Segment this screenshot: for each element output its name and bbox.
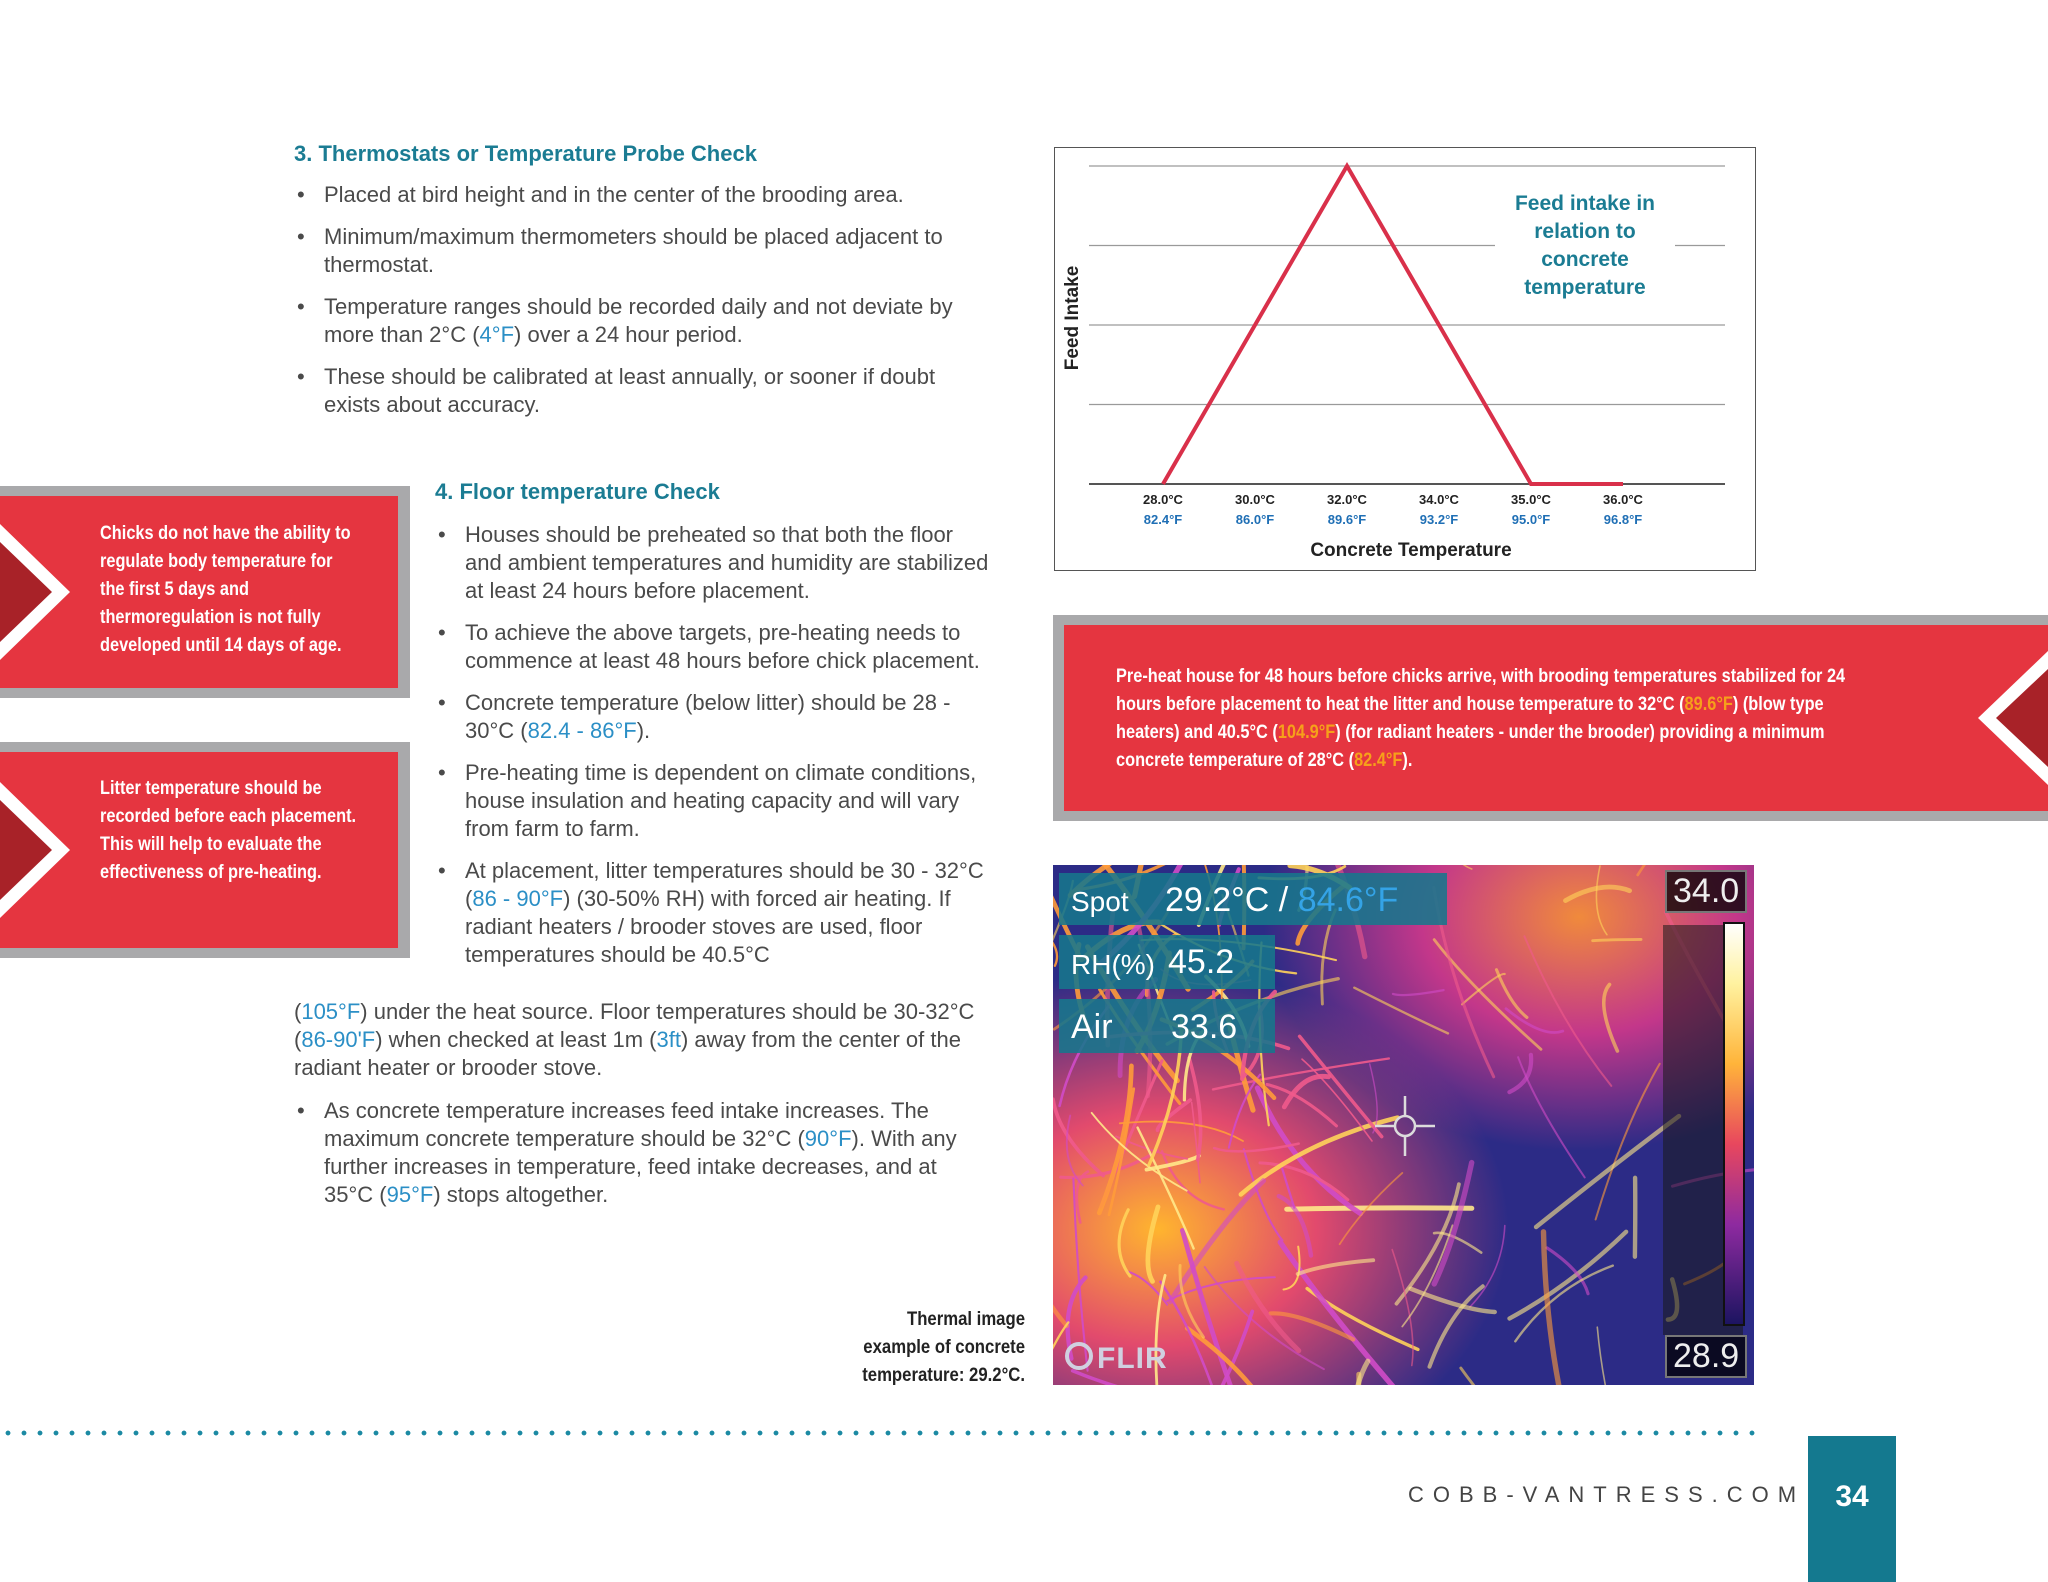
page-number-tab: [1808, 1436, 1896, 1582]
chart-tick-label-f: 86.0°F: [1235, 512, 1275, 527]
chart-tick-label-c: 36.0°C: [1603, 492, 1643, 507]
highlight-value: 82.4 - 86°F: [527, 718, 637, 743]
callout-litter-text: Litter temperature should be recorded before each placement. This will help to evaluate the effectiveness of pre-heating.: [100, 778, 357, 883]
highlight-value: 105°F: [301, 999, 361, 1024]
spot-label: Spot: [1071, 886, 1129, 917]
section-3-heading: 3. Thermostats or Temperature Probe Check: [294, 141, 757, 166]
callout-chicks-text: Chicks do not have the ability to regulate body temperature for the first 5 days and thermoregulation is not fully developed until 14 days of age.: [100, 523, 351, 656]
section-3-list: [294, 181, 994, 419]
chart-tick-label-f: 82.4°F: [1143, 512, 1183, 527]
callout-text-part: Pre-heat house for 48 hours before chicks arrive, with brooding temperatures stabilized for 24 hours before placement to heat the litter and house temperature to 32°C (: [1116, 666, 1846, 715]
callout-litter: [0, 742, 410, 958]
section-4-continuation: [294, 998, 994, 1082]
page-number: 34: [1835, 1480, 1869, 1513]
bullet-text: Concrete temperature (below litter) should be 28 - 30°C (: [465, 690, 951, 743]
flir-mark-icon: [1065, 1342, 1093, 1370]
scale-max-label: 34.0: [1665, 870, 1747, 913]
air-value: 33.6: [1171, 1008, 1238, 1046]
callout-text-part: ) (for radiant heaters - under the brooder) providing a minimum concrete temperature of 28°C (: [1116, 722, 1825, 771]
highlight-value: 104.9°F: [1277, 722, 1336, 743]
spot-readout: [1059, 873, 1447, 925]
bullet-text: ) over a 24 hour period.: [514, 322, 743, 347]
highlight-value: 95°F: [386, 1182, 434, 1207]
list-item: [435, 619, 995, 675]
chart-tick-label-c: 30.0°C: [1235, 492, 1275, 507]
rh-value: 45.2: [1168, 943, 1235, 981]
spot-celsius: 29.2°C: [1165, 881, 1270, 919]
highlight-value: 86 - 90°F: [472, 886, 564, 911]
bullet-text: Minimum/maximum thermometers should be placed adjacent to thermostat.: [324, 224, 943, 277]
caption-line: temperature: 29.2°C.: [862, 1365, 1025, 1386]
spot-value: [1165, 881, 1398, 920]
bullet-text: (: [294, 999, 302, 1024]
air-readout: [1059, 999, 1275, 1053]
list-item: [435, 759, 995, 843]
thermal-fiber: [1593, 939, 1641, 940]
chart-tick-label-f: 93.2°F: [1419, 512, 1459, 527]
highlight-value: 90°F: [804, 1126, 852, 1151]
chart-tick-label-c: 32.0°C: [1327, 492, 1367, 507]
rh-label: RH(%): [1071, 949, 1155, 980]
bullet-text: Houses should be preheated so that both the floor and ambient temperatures and humidity are stabilized at least 24 hours before placement.: [465, 522, 989, 603]
chevron-arrow-icon: [1948, 625, 2048, 811]
section-4-heading: 4. Floor temperature Check: [435, 479, 720, 504]
bullet-text: ) when checked at least 1m (: [375, 1027, 657, 1052]
bullet-text: These should be calibrated at least annually, or sooner if doubt exists about accuracy.: [324, 364, 936, 417]
footer-dotted-rule: [0, 1430, 1760, 1436]
chart-title: Feed intake in relation to concrete temperature: [1514, 192, 1656, 299]
air-label: Air: [1071, 1008, 1113, 1046]
thermal-image: [1053, 865, 1754, 1385]
chart-tick-label-f: 89.6°F: [1327, 512, 1367, 527]
chevron-arrow-icon: [0, 752, 100, 948]
flir-brand-text: FLIR: [1097, 1342, 1168, 1375]
chart-tick-label-c: 35.0°C: [1511, 492, 1551, 507]
bullet-text: Pre-heating time is dependent on climate conditions, house insulation and heating capacity and will vary from farm to farm.: [465, 760, 977, 841]
highlight-value: 86-90'F: [301, 1027, 376, 1052]
bullet-text: At placement, litter temperatures should be 30 - 32°C (: [465, 858, 984, 911]
caption-line: example of concrete: [863, 1337, 1025, 1358]
callout-preheat-text: [1116, 663, 1873, 775]
rh-readout: [1059, 935, 1275, 989]
scale-min-label: 28.9: [1665, 1335, 1747, 1378]
chevron-arrow-icon: [0, 496, 100, 688]
bullet-text: Placed at bird height and in the center of the brooding area.: [324, 182, 904, 207]
chart-y-axis-label: Feed Intake: [1062, 265, 1083, 371]
section-4-list-end: [294, 1097, 974, 1223]
list-item: [435, 857, 995, 969]
spot-fahrenheit: 84.6°F: [1297, 881, 1399, 919]
chart-tick-label-f: 96.8°F: [1603, 512, 1643, 527]
bullet-text: ). With any further increases in temperature, feed intake decreases, and at 35°C (: [324, 1126, 957, 1207]
bullet-text: ) stops altogether.: [433, 1182, 609, 1207]
bullet-text: Temperature ranges should be recorded daily and not deviate by more than 2°C (: [324, 294, 953, 347]
thermal-fiber: [1287, 1208, 1472, 1209]
callout-preheat: [1053, 615, 2048, 821]
callout-chicks: [0, 486, 410, 698]
feed-intake-chart: [1054, 147, 1756, 571]
section-4-list: [435, 521, 995, 969]
section-3: [294, 141, 1014, 433]
chart-x-axis-label: Concrete Temperature: [1310, 540, 1512, 561]
bullet-text: ).: [636, 718, 651, 743]
list-item: [435, 521, 995, 605]
thermal-caption: [780, 1306, 1025, 1390]
footer-site: COBB-VANTRESS.COM: [1408, 1482, 1806, 1507]
list-item: [294, 181, 994, 209]
bullet-text: ) under the heat source. Floor temperatures should be 30-32°C (: [294, 999, 975, 1052]
list-item: [294, 293, 994, 349]
highlight-value: 3ft: [656, 1027, 681, 1052]
list-item: [294, 1097, 974, 1209]
bullet-text: To achieve the above targets, pre-heating needs to commence at least 48 hours before chick placement.: [465, 620, 980, 673]
list-item: [294, 363, 994, 419]
highlight-value: 82.4°F: [1354, 750, 1403, 771]
callout-text-part: ).: [1402, 750, 1413, 771]
highlight-value: 89.6°F: [1684, 694, 1733, 715]
chart-tick-label-f: 95.0°F: [1511, 512, 1551, 527]
chart-tick-label-c: 28.0°C: [1143, 492, 1183, 507]
highlight-value: 4°F: [479, 322, 515, 347]
bullet-text: As concrete temperature increases feed intake increases. The maximum concrete temperature should be 32°C (: [324, 1098, 929, 1151]
callout-text-part: ) (blow type heaters) and 40.5°C (: [1116, 694, 1824, 743]
chart-tick-label-c: 34.0°C: [1419, 492, 1459, 507]
bullet-text: ) away from the center of the radiant heater or brooder stove.: [294, 1027, 961, 1080]
flir-logo: [1065, 1342, 1168, 1376]
bullet-text: ) (30-50% RH) with forced air heating. If radiant heaters / brooder stoves are used, floor temperatures should be 40.5°C: [465, 886, 951, 967]
spot-slash: /: [1278, 881, 1289, 919]
caption-line: Thermal image: [906, 1309, 1025, 1330]
list-item: [435, 689, 995, 745]
list-item: [294, 223, 994, 279]
